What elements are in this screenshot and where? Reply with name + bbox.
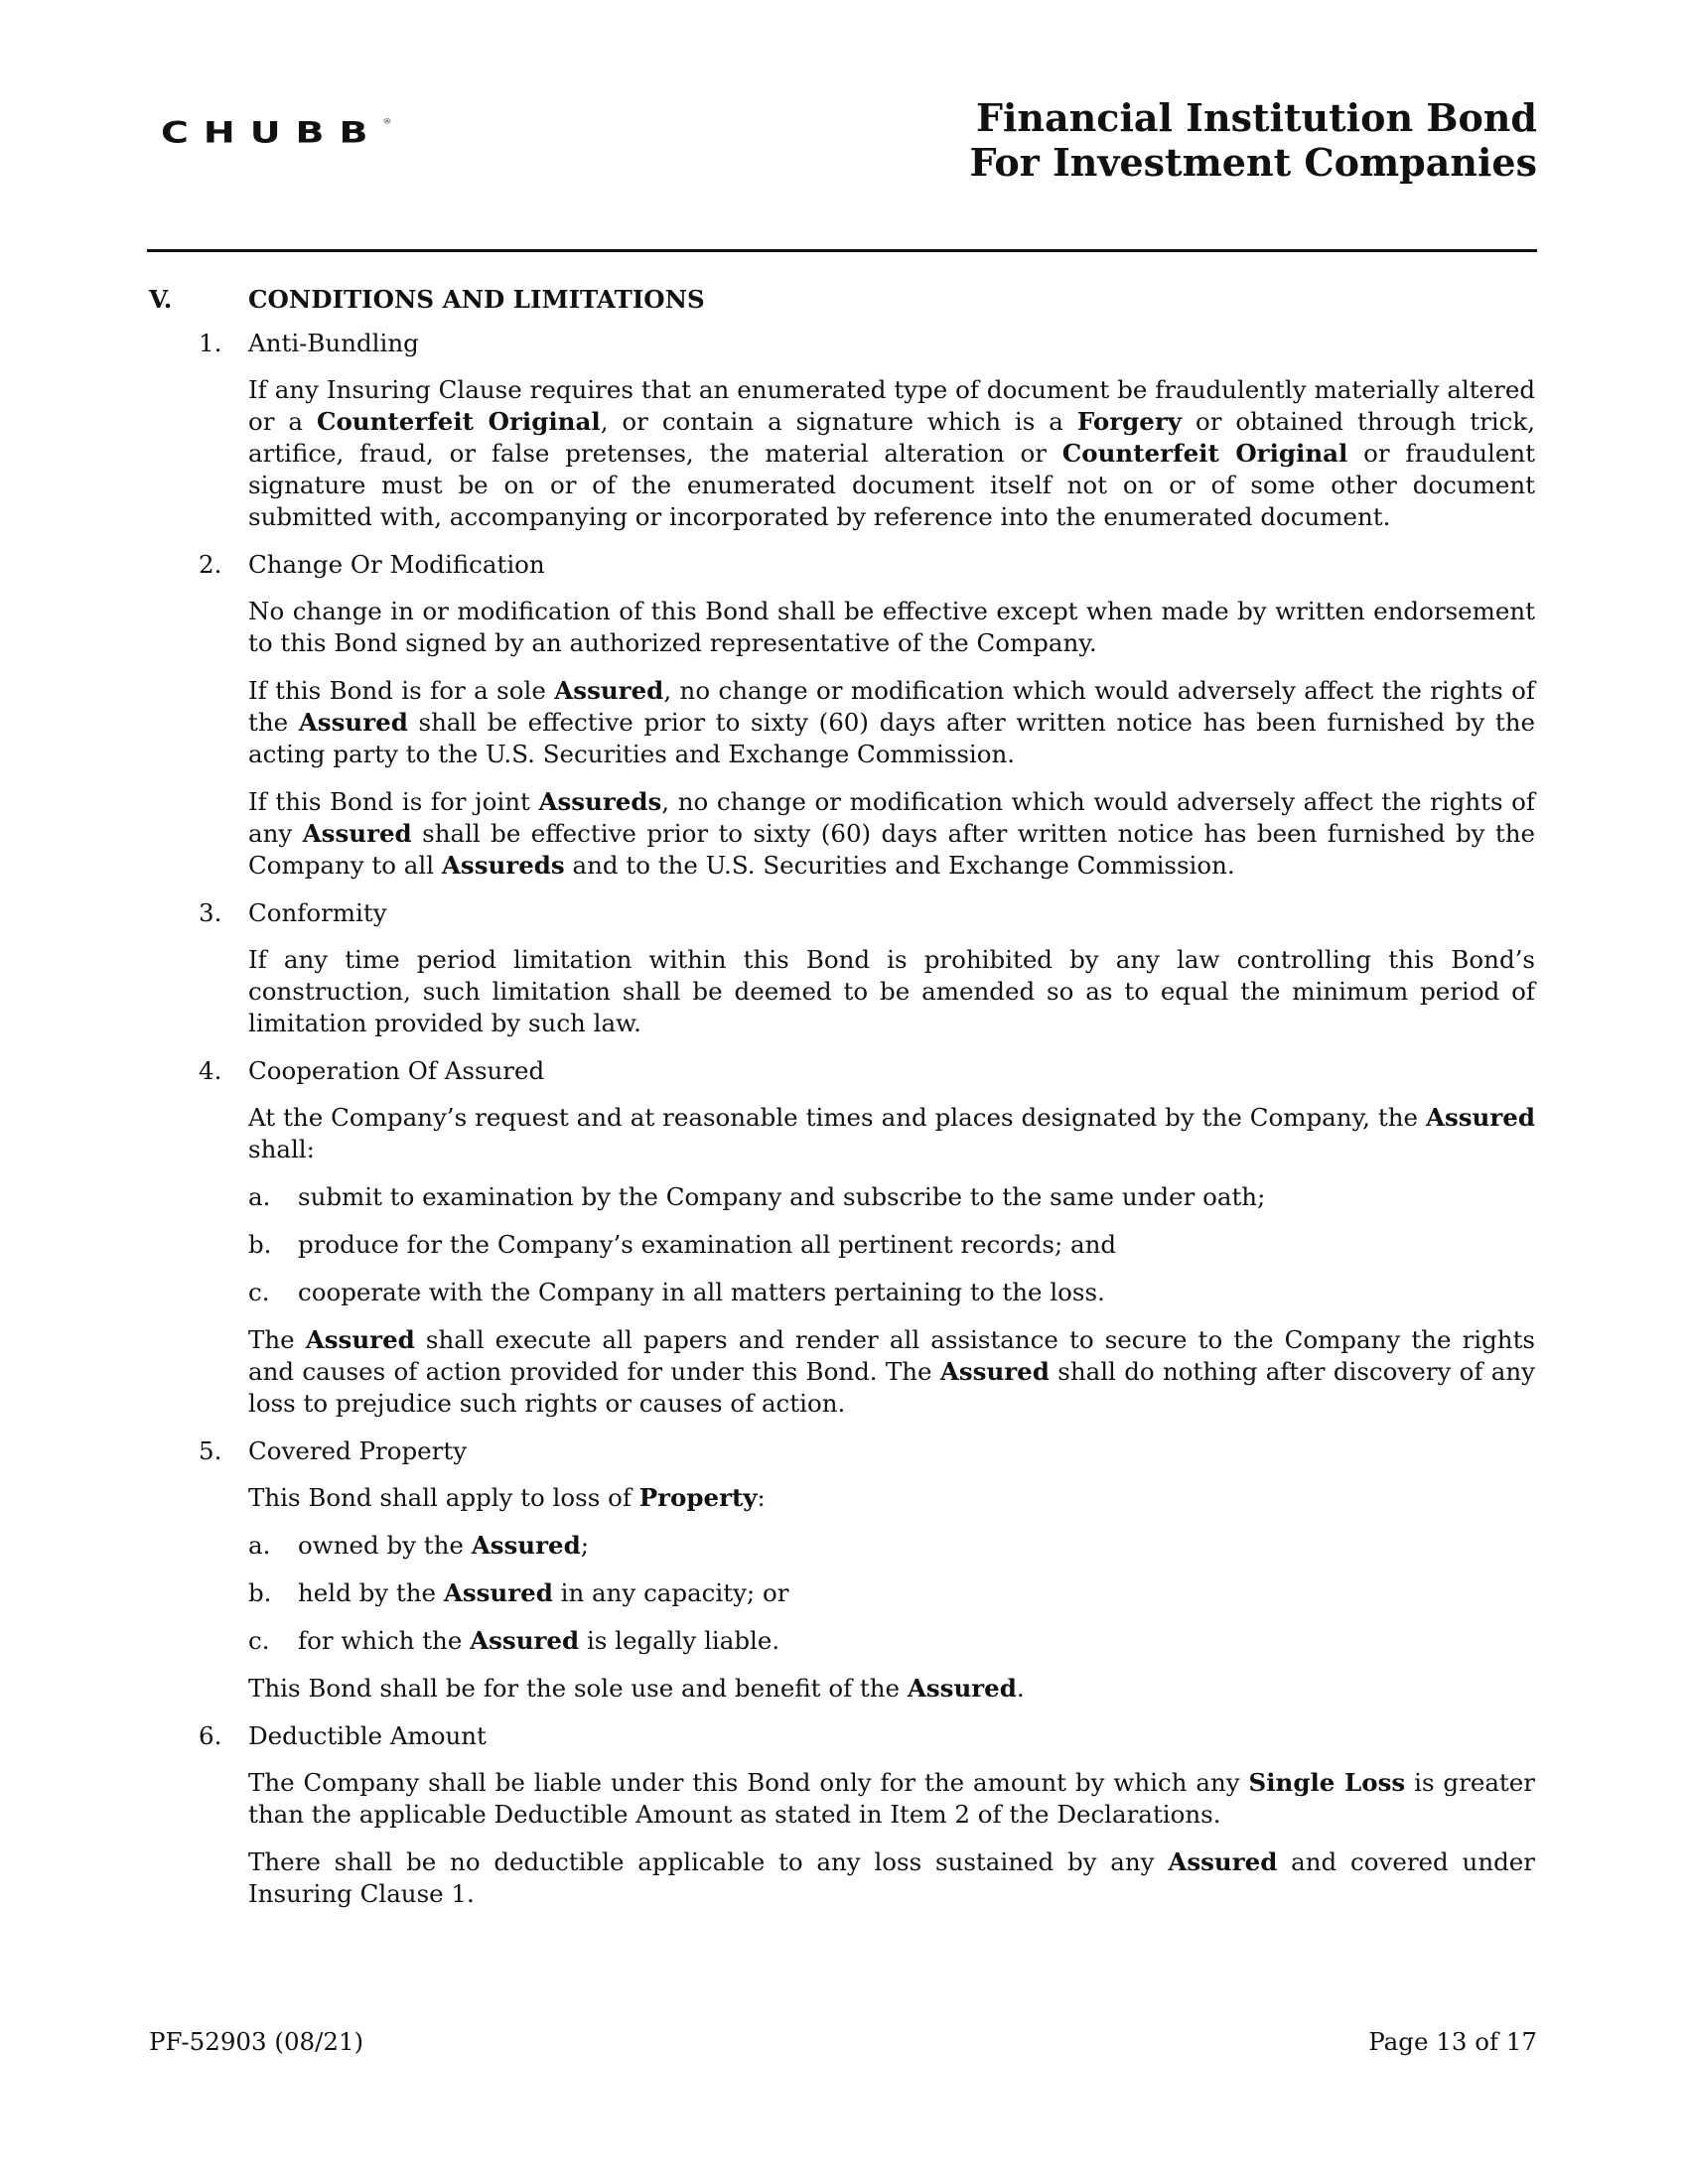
condition-number: 1. xyxy=(199,329,222,357)
text-run: This Bond shall be for the sole use and benefit of the xyxy=(248,1674,908,1703)
condition-title: Anti-Bundling xyxy=(248,329,419,357)
text-run: is legally liable. xyxy=(579,1626,780,1655)
condition-title: Deductible Amount xyxy=(248,1721,487,1750)
defined-term: Single Loss xyxy=(1248,1768,1406,1797)
defined-term: Counterfeit Original xyxy=(1061,439,1348,468)
text-run: ; xyxy=(580,1531,590,1560)
condition-heading xyxy=(149,1435,1535,1467)
defined-term: Forgery xyxy=(1076,407,1182,436)
logo-text: CHUBB xyxy=(161,115,383,150)
condition-paragraph xyxy=(149,1324,1535,1420)
text-run: . xyxy=(1016,1674,1025,1703)
text-run: produce for the Company’s examination all pertinent records; and xyxy=(298,1230,1117,1259)
condition-title: Covered Property xyxy=(248,1436,468,1465)
text-run: If this Bond is for a sole xyxy=(248,676,555,705)
text-run: for which the xyxy=(298,1626,471,1655)
defined-term: Assured xyxy=(554,676,664,705)
condition-number: 3. xyxy=(199,898,222,927)
sub-item-text xyxy=(298,1626,779,1655)
text-run: , or contain a signature which is a xyxy=(600,407,1077,436)
sub-item xyxy=(149,1625,1535,1657)
form-number: PF-52903 (08/21) xyxy=(149,2027,364,2056)
defined-term: Counterfeit Original xyxy=(316,407,601,436)
text-run: : xyxy=(757,1483,766,1512)
text-run: cooperate with the Company in all matters pertaining to the loss. xyxy=(298,1278,1105,1306)
registered-mark: ® xyxy=(382,118,392,126)
text-run: If this Bond is for joint xyxy=(248,787,539,816)
sub-item-text xyxy=(298,1278,1105,1306)
defined-term: Assured xyxy=(443,1578,553,1607)
condition-item xyxy=(149,328,1535,533)
sub-item xyxy=(149,1229,1535,1261)
sub-item-letter: b. xyxy=(248,1230,272,1259)
condition-number: 4. xyxy=(199,1056,222,1085)
condition-heading xyxy=(149,328,1535,359)
condition-number: 5. xyxy=(199,1436,222,1465)
text-run: owned by the xyxy=(298,1531,472,1560)
condition-title: Conformity xyxy=(248,898,387,927)
text-run: in any capacity; or xyxy=(552,1578,789,1607)
text-run: and covered under Insuring Clause 1. xyxy=(248,1847,1535,1908)
defined-term: Assureds xyxy=(441,851,565,880)
section-number: V. xyxy=(149,285,173,314)
text-run: shall execute all papers and render all assistance to secure to the Company the rights and causes of action provided for under this Bond. The xyxy=(248,1325,1535,1386)
header-divider xyxy=(147,249,1537,252)
sub-item-letter: c. xyxy=(248,1626,270,1655)
defined-term: Assured xyxy=(907,1674,1017,1703)
text-run: or fraudulent signature must be on or of the enumerated document itself not on or of some other document submitted with, accompanying or incorporated by reference into the enumerated document. xyxy=(248,439,1535,531)
text-run: shall do nothing after discovery of any loss to prejudice such rights or causes of action. xyxy=(248,1357,1535,1418)
sub-item-letter: a. xyxy=(248,1182,271,1211)
document-body xyxy=(149,284,1535,1926)
section-title: CONDITIONS AND LIMITATIONS xyxy=(248,285,705,314)
condition-item xyxy=(149,897,1535,1039)
text-run: is greater than the applicable Deductible Amount as stated in Item 2 of the Declarations. xyxy=(248,1768,1535,1829)
text-run: or obtained through trick, artifice, fraud, or false pretenses, the material alteration or xyxy=(248,407,1535,468)
text-run: , no change or modification which would adversely affect the rights of any xyxy=(248,787,1535,848)
sub-item-text xyxy=(298,1578,788,1607)
title-line-2: For Investment Companies xyxy=(969,140,1537,185)
sub-item-text xyxy=(298,1182,1265,1211)
defined-term: Assured xyxy=(1168,1847,1278,1876)
condition-heading xyxy=(149,549,1535,581)
condition-item xyxy=(149,1055,1535,1420)
sub-item-letter: c. xyxy=(248,1278,270,1306)
condition-item xyxy=(149,1435,1535,1705)
condition-title: Cooperation Of Assured xyxy=(248,1056,545,1085)
text-run: This Bond shall apply to loss of xyxy=(248,1483,639,1512)
page-number: Page 13 of 17 xyxy=(1368,2027,1537,2056)
text-run: If any Insuring Clause requires that an enumerated type of document be fraudulently materially altered or a xyxy=(248,375,1535,436)
condition-title: Change Or Modification xyxy=(248,550,545,579)
condition-number: 2. xyxy=(199,550,222,579)
text-run: , no change or modification which would adversely affect the rights of the xyxy=(248,676,1535,737)
text-run: shall be effective prior to sixty (60) days after written notice has been furnished by the Company to all xyxy=(248,819,1536,880)
condition-paragraph xyxy=(149,596,1535,659)
condition-heading xyxy=(149,897,1535,929)
text-run: and to the U.S. Securities and Exchange Commission. xyxy=(564,851,1235,880)
text-run: shall be effective prior to sixty (60) days after written notice has been furnished by the acting party to the U.S. Securities and Exchange Commission. xyxy=(248,708,1535,768)
condition-paragraph xyxy=(149,675,1535,770)
conditions-list xyxy=(149,328,1535,1910)
text-run: shall: xyxy=(248,1135,315,1163)
sub-item xyxy=(149,1530,1535,1562)
sub-item-text xyxy=(298,1230,1116,1259)
defined-term: Assured xyxy=(298,708,408,737)
condition-paragraph xyxy=(149,1767,1535,1831)
text-run: held by the xyxy=(298,1578,444,1607)
sub-item-letter: b. xyxy=(248,1578,272,1607)
condition-paragraph xyxy=(149,374,1535,533)
section-heading xyxy=(149,284,1535,316)
condition-item xyxy=(149,549,1535,882)
defined-term: Assured xyxy=(305,1325,415,1354)
text-run: At the Company’s request and at reasonable times and places designated by the Company, the xyxy=(248,1103,1426,1132)
condition-paragraph xyxy=(149,944,1535,1039)
defined-term: Property xyxy=(638,1483,758,1512)
sub-item xyxy=(149,1577,1535,1609)
condition-paragraph xyxy=(149,1846,1535,1910)
defined-term: Assureds xyxy=(538,787,662,816)
condition-heading xyxy=(149,1720,1535,1752)
condition-paragraph xyxy=(149,1673,1535,1705)
sub-item-letter: a. xyxy=(248,1531,271,1560)
condition-intro xyxy=(149,1102,1535,1165)
sub-item xyxy=(149,1181,1535,1213)
defined-term: Assured xyxy=(939,1357,1050,1386)
text-run: The xyxy=(248,1325,306,1354)
text-run: The Company shall be liable under this Bond only for the amount by which any xyxy=(248,1768,1249,1797)
defined-term: Assured xyxy=(471,1531,581,1560)
title-line-1: Financial Institution Bond xyxy=(976,95,1537,140)
text-run: If any time period limitation within this Bond is prohibited by any law controlling this Bond’s construction, such limitation shall be deemed to be amended so as to equal the minimum period of limitation provided by such law. xyxy=(248,945,1535,1037)
defined-term: Assured xyxy=(1425,1103,1535,1132)
condition-number: 6. xyxy=(199,1721,222,1750)
text-run: There shall be no deductible applicable to any loss sustained by any xyxy=(248,1847,1169,1876)
condition-paragraph xyxy=(149,786,1535,882)
chubb-logo xyxy=(161,115,391,149)
sub-item xyxy=(149,1277,1535,1308)
defined-term: Assured xyxy=(470,1626,580,1655)
defined-term: Assured xyxy=(302,819,412,848)
text-run: submit to examination by the Company and subscribe to the same under oath; xyxy=(298,1182,1266,1211)
condition-heading xyxy=(149,1055,1535,1087)
document-title xyxy=(969,95,1537,185)
condition-item xyxy=(149,1720,1535,1910)
sub-item-text xyxy=(298,1531,589,1560)
condition-intro xyxy=(149,1482,1535,1514)
text-run: No change in or modification of this Bond shall be effective except when made by written endorsement to this Bond signed by an authorized representative of the Company. xyxy=(248,597,1535,657)
